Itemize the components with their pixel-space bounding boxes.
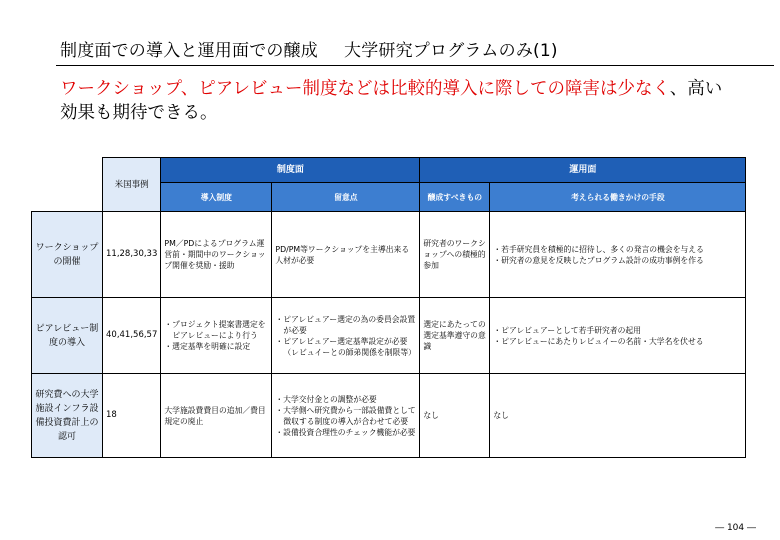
ryuui-cell: PD/PM等ワークショップを主導出来る人材が必要 — [272, 212, 420, 298]
us-cases-cell: 18 — [103, 374, 161, 458]
ryuui-cell — [272, 374, 420, 458]
comparison-table — [31, 157, 746, 458]
lead-highlight: ワークショップ、ピアレビュー制度などは比較的導入に際しての障害は少なく — [60, 79, 670, 99]
col-us-cases: 米国事例 — [103, 158, 161, 212]
hatarakikake-item: ・研究者の意見を反映したプログラム設計の成功事例を作る — [493, 255, 704, 265]
lead-tail-1: 、高い — [669, 79, 723, 99]
hatarakikake-cell — [490, 212, 746, 298]
ryuui-item: ・大学交付金との調整が必要 — [275, 394, 377, 404]
ryuui-item: ・ピアレビュアー選定の為の委員会設置が必要 — [275, 314, 416, 335]
col-ryuui: 留意点 — [272, 183, 420, 212]
hatarakikake-item: ・ピアレビュアーとして若手研究者の起用 — [493, 325, 641, 335]
us-cases-cell: 40,41,56,57 — [103, 298, 161, 374]
title-divider — [56, 65, 774, 66]
lead-statement — [60, 77, 760, 125]
title-main: 制度面での導入と運用面での醸成 — [60, 41, 318, 61]
dounyu-cell: PM／PDによるプログラム運営前・期間中のワークショップ開催を奨励・援助 — [161, 212, 272, 298]
jousei-cell: 研究者のワークショップへの積極的参加 — [420, 212, 490, 298]
dounyu-item: ・プロジェクト提案書選定をピアレビューにより行う — [164, 320, 266, 340]
dounyu-cell — [161, 298, 272, 374]
ryuui-item: ・大学側へ研究費から一部設備費として徴収する制度の導入が合わせて必要 — [275, 405, 416, 426]
title-sub: 大学研究プログラムのみ(1) — [344, 41, 558, 61]
hatarakikake-item: ・若手研究員を積極的に招待し、多くの発言の機会を与える — [493, 244, 704, 254]
hatarakikake-cell — [490, 298, 746, 374]
page-number: ― 104 ― — [715, 523, 756, 533]
col-hatarakikake: 考えられる働きかけの手段 — [490, 183, 746, 212]
lead-tail-2: 効果も期待できる。 — [60, 103, 218, 123]
col-jousei: 醸成すべきもの — [420, 183, 490, 212]
group-seido: 制度面 — [161, 158, 420, 183]
slide-title — [60, 36, 760, 61]
table-row — [32, 298, 746, 374]
us-cases-cell: 11,28,30,33 — [103, 212, 161, 298]
table-row — [32, 212, 746, 298]
jousei-cell: 選定にあたっての選定基準遵守の意識 — [420, 298, 490, 374]
ryuui-item: ・ピアレビュアー選定基準設定が必要（レビュイーとの師弟関係を制限等） — [275, 336, 416, 357]
group-unyo: 運用面 — [420, 158, 746, 183]
table-row — [32, 374, 746, 458]
table-header-row-1 — [32, 158, 746, 183]
col-dounyu: 導入制度 — [161, 183, 272, 212]
ryuui-item: ・設備投資合理性のチェック機能が必要 — [275, 427, 416, 437]
dounyu-item: ・選定基準を明確に設定 — [164, 342, 251, 351]
hatarakikake-item: ・ピアレビューにあたりレビュイーの名前・大学名を伏せる — [493, 336, 704, 346]
jousei-cell: なし — [420, 374, 490, 458]
row-label-peer-review: ピアレビュー制度の導入 — [32, 298, 103, 374]
row-label-workshop: ワークショップの開催 — [32, 212, 103, 298]
hatarakikake-cell: なし — [490, 374, 746, 458]
dounyu-cell: 大学施設費費目の追加／費目規定の廃止 — [161, 374, 272, 458]
corner-cell — [32, 158, 103, 212]
ryuui-cell — [272, 298, 420, 374]
row-label-facility-cost: 研究費への大学施設インフラ設備投資費計上の認可 — [32, 374, 103, 458]
